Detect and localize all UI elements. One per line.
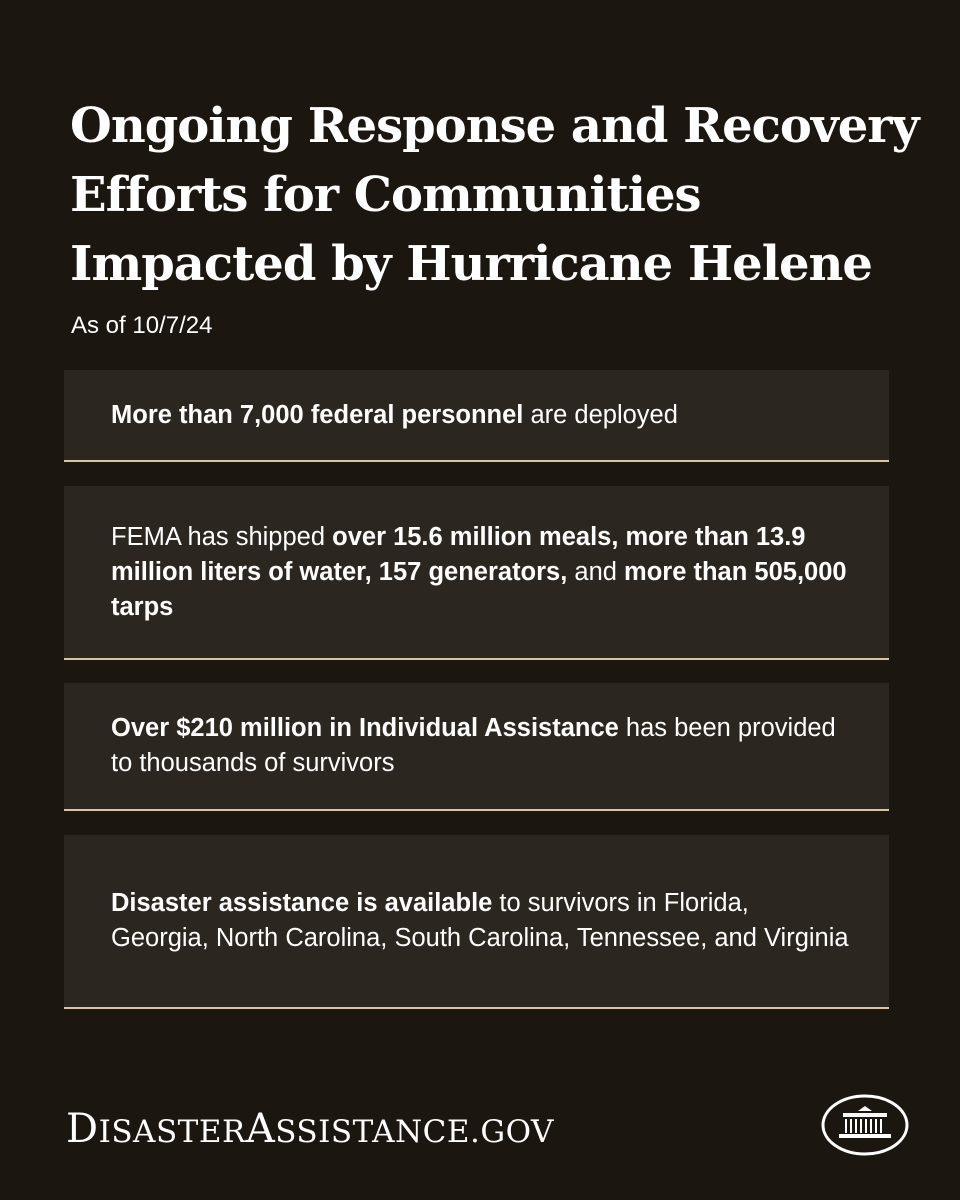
fact-highlight: Disaster assistance is available	[111, 889, 493, 917]
title-line: Ongoing Response and Recovery	[70, 98, 919, 154]
white-house-icon	[820, 1093, 910, 1157]
fact-body: are deployed	[523, 400, 678, 429]
fact-body: to survivors in Florida, Georgia, North Carolina, South Carolina, Tennessee, and Virginia	[111, 889, 849, 952]
fact-body: has been provided to thousands of survivors	[111, 714, 836, 777]
fact-highlight: Over $210 million in Individual Assistance	[111, 714, 619, 742]
fact-highlight: More than 7,000 federal personnel	[111, 400, 524, 429]
logo-wordmark: DISASTERASSISTANCE.GOV	[66, 1106, 554, 1152]
fact-body: and	[567, 557, 625, 586]
fact-text	[111, 886, 849, 956]
title-line: Efforts for Communities	[70, 167, 701, 223]
title-line: Impacted by Hurricane Helene	[70, 236, 872, 292]
fact-body: FEMA has shipped	[111, 522, 333, 551]
fact-text	[111, 398, 678, 433]
fact-card-availability	[64, 835, 889, 1009]
page-title	[70, 92, 919, 299]
disaster-assistance-logo	[66, 1102, 576, 1154]
as-of-date: As of 10/7/24	[71, 312, 213, 339]
fact-highlight: over 15.6 million meals, more than 13.9 million liters of water, 157 generators,	[111, 522, 806, 586]
fact-card-individual-assistance	[64, 683, 889, 811]
fact-highlight: more than 505,000 tarps	[111, 557, 847, 621]
fact-text	[111, 711, 849, 781]
fact-text	[111, 520, 849, 625]
fact-card-supplies	[64, 486, 889, 660]
fact-card-personnel	[64, 370, 889, 462]
